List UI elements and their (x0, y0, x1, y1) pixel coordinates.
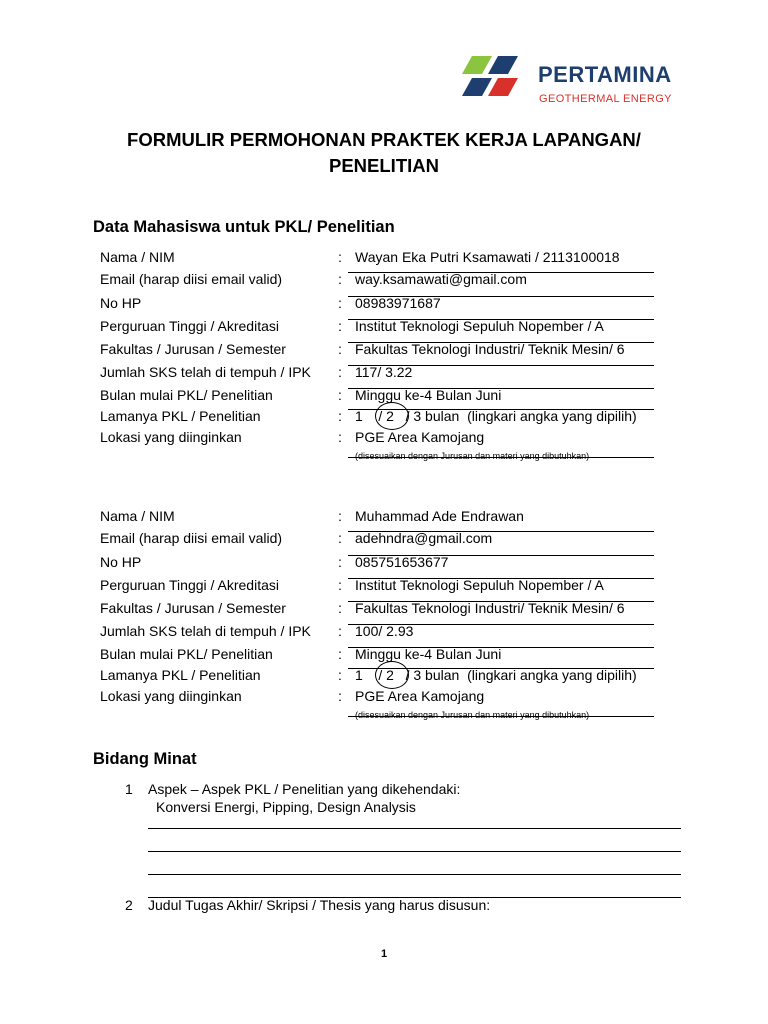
student-field-row (0, 623, 768, 645)
field-colon: : (338, 364, 342, 380)
field-label: Email (harap diisi email valid) (100, 530, 283, 546)
answer-line (148, 828, 681, 829)
field-value[interactable]: Muhammad Ade Endrawan (355, 508, 524, 524)
field-value[interactable]: 085751653677 (355, 554, 449, 570)
section-interest-title: Bidang Minat (93, 750, 197, 768)
student-field-row (0, 318, 768, 340)
field-value[interactable]: Minggu ke-4 Bulan Juni (355, 387, 502, 403)
field-colon: : (338, 318, 342, 334)
student-field-row (0, 429, 768, 451)
location-note: (disesuaikan dengan Jurusan dan materi yang dibutuhkan) (355, 710, 590, 720)
logo-name: PERTAMINA (538, 62, 672, 87)
field-value[interactable]: 117/ 3.22 (355, 364, 413, 380)
field-label: Bulan mulai PKL/ Penelitian (100, 387, 273, 403)
item-question: Judul Tugas Akhir/ Skripsi / Thesis yang harus disusun: (148, 897, 491, 913)
student-field-row (0, 688, 768, 710)
field-value[interactable]: 08983971687 (355, 295, 441, 311)
pertamina-logo-icon (458, 52, 532, 100)
field-label: Email (harap diisi email valid) (100, 271, 283, 287)
field-value[interactable]: 100/ 2.93 (355, 623, 414, 639)
field-colon: : (338, 530, 342, 546)
item-number: 1 (125, 781, 133, 797)
student-field-row (0, 295, 768, 317)
field-label: Perguruan Tinggi / Akreditasi (100, 318, 279, 334)
field-value[interactable]: Institut Teknologi Sepuluh Nopember / A (355, 318, 604, 334)
form-title (60, 127, 708, 179)
field-colon: : (338, 688, 342, 704)
field-label: Fakultas / Jurusan / Semester (100, 600, 286, 616)
field-label: Bulan mulai PKL/ Penelitian (100, 646, 273, 662)
field-label: Jumlah SKS telah di tempuh / IPK (100, 364, 311, 380)
selected-duration-circle (375, 661, 409, 689)
field-label: Nama / NIM (100, 249, 175, 265)
field-colon: : (338, 408, 342, 424)
field-value[interactable]: Minggu ke-4 Bulan Juni (355, 646, 502, 662)
field-colon: : (338, 341, 342, 357)
answer-line (148, 851, 681, 852)
field-label: Lamanya PKL / Penelitian (100, 667, 261, 683)
logo-subtitle: GEOTHERMAL ENERGY (539, 93, 672, 105)
student-field-row (0, 577, 768, 599)
field-value[interactable]: PGE Area Kamojang (355, 688, 485, 704)
field-value[interactable]: Fakultas Teknologi Industri/ Teknik Mesin/ 6 (355, 341, 625, 357)
field-value[interactable]: adehndra@gmail.com (355, 530, 493, 546)
student-field-row (0, 554, 768, 576)
field-colon: : (338, 667, 342, 683)
field-value[interactable]: Institut Teknologi Sepuluh Nopember / A (355, 577, 604, 593)
field-label: No HP (100, 295, 142, 311)
field-value[interactable]: PGE Area Kamojang (355, 429, 485, 445)
field-label: Lokasi yang diinginkan (100, 688, 242, 704)
pertamina-logo (452, 44, 676, 112)
field-colon: : (338, 387, 342, 403)
item-number: 2 (125, 897, 133, 913)
field-colon: : (338, 554, 342, 570)
student-field-row (0, 271, 768, 293)
student-field-row (0, 249, 768, 271)
form-title-line1: FORMULIR PERMOHONAN PRAKTEK KERJA LAPANGAN/ (127, 129, 641, 150)
student-field-row (0, 341, 768, 363)
student-field-row (0, 364, 768, 386)
section-student-data-title: Data Mahasiswa untuk PKL/ Penelitian (93, 218, 395, 236)
field-colon: : (338, 508, 342, 524)
location-note: (disesuaikan dengan Jurusan dan materi yang dibutuhkan) (355, 451, 590, 461)
field-colon: : (338, 271, 342, 287)
field-value[interactable]: 1 / 2 / 3 bulan (lingkari angka yang dipilih) (355, 667, 637, 683)
student-field-row (0, 530, 768, 552)
field-label: Nama / NIM (100, 508, 175, 524)
field-colon: : (338, 249, 342, 265)
item-answer[interactable]: Konversi Energi, Pipping, Design Analysis (156, 799, 416, 815)
field-value[interactable]: 1 / 2 / 3 bulan (lingkari angka yang dipilih) (355, 408, 637, 424)
field-value[interactable]: Wayan Eka Putri Ksamawati / 2113100018 (355, 249, 620, 265)
selected-duration-circle (375, 402, 409, 430)
page-number: 1 (380, 948, 388, 960)
field-colon: : (338, 600, 342, 616)
item-question: Aspek – Aspek PKL / Penelitian yang dikehendaki: (148, 781, 461, 797)
field-colon: : (338, 429, 342, 445)
answer-line (148, 874, 681, 875)
form-title-line2: PENELITIAN (329, 155, 439, 176)
field-label: Perguruan Tinggi / Akreditasi (100, 577, 279, 593)
field-label: Lamanya PKL / Penelitian (100, 408, 261, 424)
field-label: Jumlah SKS telah di tempuh / IPK (100, 623, 311, 639)
field-colon: : (338, 623, 342, 639)
field-value[interactable]: Fakultas Teknologi Industri/ Teknik Mesin/ 6 (355, 600, 625, 616)
field-colon: : (338, 295, 342, 311)
student-field-row (0, 600, 768, 622)
field-label: Lokasi yang diinginkan (100, 429, 242, 445)
field-value[interactable]: way.ksamawati@gmail.com (355, 271, 527, 287)
field-label: Fakultas / Jurusan / Semester (100, 341, 286, 357)
field-colon: : (338, 577, 342, 593)
student-field-row (0, 508, 768, 530)
field-colon: : (338, 646, 342, 662)
field-label: No HP (100, 554, 142, 570)
